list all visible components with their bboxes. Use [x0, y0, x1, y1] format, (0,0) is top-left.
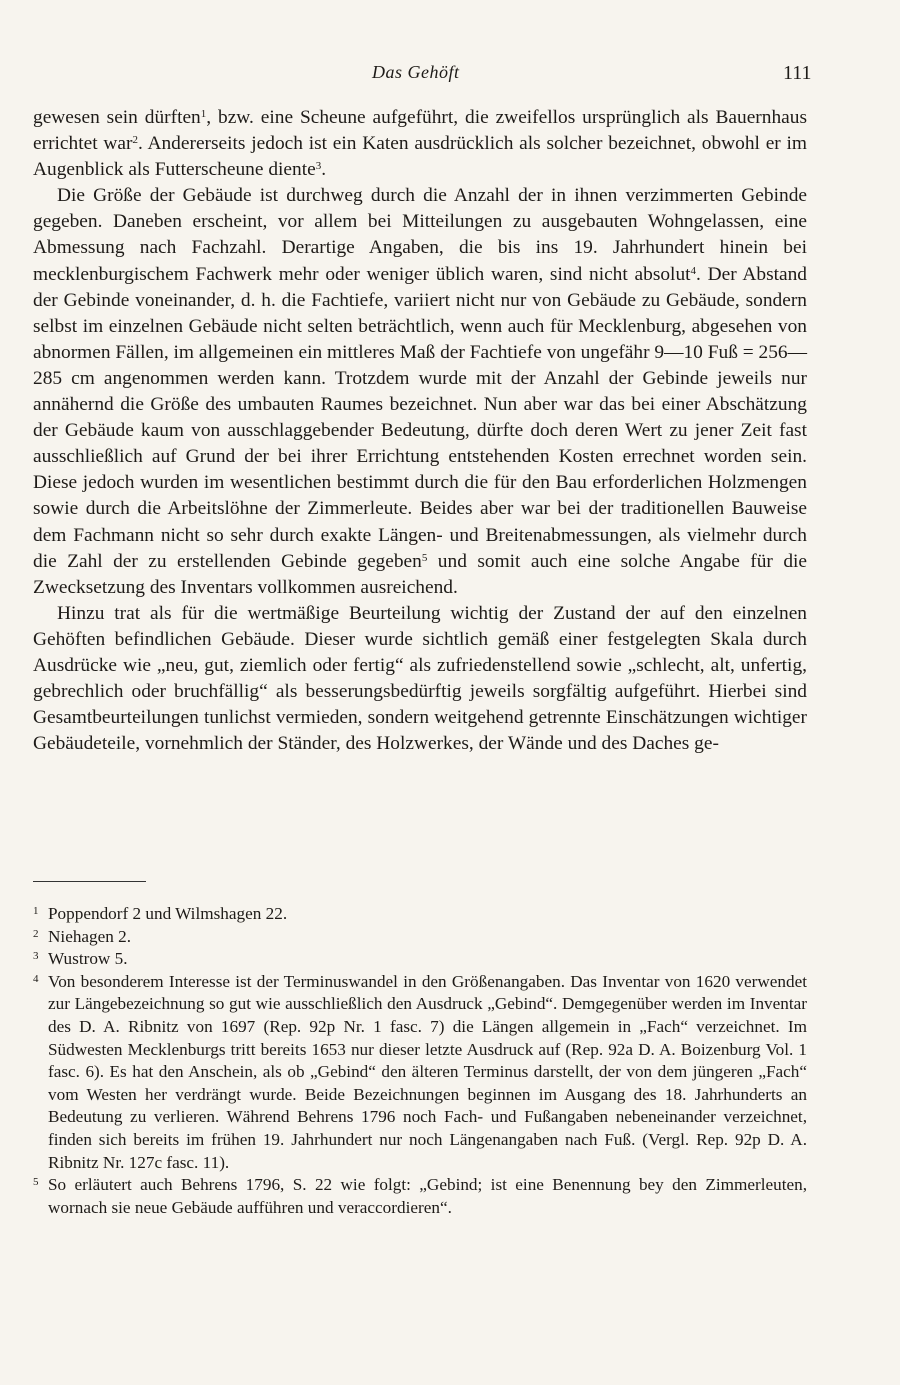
footnote-text: So erläutert auch Behrens 1796, S. 22 wie folgt: „Gebind; ist eine Benennung bey den Zimmerleuten, wornach sie neue Gebäude aufführen und veraccordieren“. [48, 1175, 807, 1217]
text-run: , bzw. eine Scheune aufgeführt, die zweifellos ursprünglich als Bauernhaus errichtet war [33, 107, 808, 155]
page-number: 111 [783, 62, 812, 84]
paragraph [33, 183, 807, 601]
footnote-text: Von besonderem Interesse ist der Terminuswandel in den Größenangaben. Das Inventar von 1620 verwendet zur Längebezeichnung so gut wie ausschließlich den Ausdruck „Gebind“. Demgegenüber werden im Inventar des D. A. Ribnitz von 1697 (Rep. 92p Nr. 1 fasc. 7) die Längen allgemein in „Fach“ verzeichnet. Im Südwesten Mecklenburgs tritt bereits 1653 nur dieser letzte Ausdruck auf (Rep. 92a D. A. Boizenburg Vol. 1 fasc. 6). Es hat den Anschein, als ob „Gebind“ den älteren Terminus darstellt, der von dem jüngeren „Fach“ vom Westen her verdrängt wurde. Beide Bezeichnungen beginnen im Ausgang des 18. Jahrhunderts an Bedeutung zu verlieren. Während Behrens 1796 noch Fach- und Fußangaben nebeneinander verzeichnet, finden sich bereits im frühen 19. Jahrhundert nur noch Längenangaben nach Fuß. (Vergl. Rep. 92p D. A. Ribnitz Nr. 127c fasc. 11). [48, 971, 807, 1172]
footnote [33, 926, 807, 949]
running-head [0, 62, 900, 90]
text-run: . Andererseits jedoch ist ein Katen ausdrücklich als solcher bezeichnet, obwohl er im Augenblick als Futterscheune diente [33, 133, 807, 181]
footnote-number: 3 [33, 950, 39, 963]
footnote-reference: 5 [421, 551, 428, 564]
text-run: . Der Abstand der Gebinde voneinander, d. h. die Fachtiefe, variiert nicht nur von Gebäude zu Gebäude, sondern selbst im einzelnen Gebäude nicht selten beträchtlich, wenn auch für Mecklenburg, abgesehen von abnormen Fällen, im allgemeinen ein mittleres Maß der Fachtiefe von ungefähr 9—10 Fuß = 256—285 cm angenommen werden kann. Trotzdem wurde mit der Anzahl der Gebinde jeweils nur annähernd die Größe des umbauten Raumes bezeichnet. Nun aber war das bei einer Abschätzung der Gebäude kaum von ausschlaggebender Bedeutung, dürfte doch deren Wert zu jener Zeit fast ausschließlich auf Grund der bei ihrer Errichtung entstehenden Kosten errechnet worden sein. Diese jedoch wurden im wesentlichen bestimmt durch die für den Bau erforderlichen Holzmengen sowie durch die Arbeitslöhne der Zimmerleute. Beides aber war bei der traditionellen Bauweise dem Fachmann nicht so sehr durch exakte Längen- und Breitenabmessungen, als vielmehr durch die Zahl der zu erstellenden Gebinde gegeben [33, 263, 808, 572]
footnote-number: 4 [33, 972, 39, 985]
footnote-text: Wustrow 5. [48, 949, 128, 969]
text-run: gewesen sein dürften [33, 107, 201, 128]
footnote-number: 5 [33, 1176, 39, 1189]
paragraph [33, 601, 807, 758]
text-run: und somit auch eine solche Angabe für die Zwecksetzung des Inventars vollkommen ausreichend. [33, 550, 808, 598]
footnote [33, 948, 807, 971]
body-text [33, 105, 807, 757]
text-run: Hinzu trat als für die wertmäßige Beurteilung wichtig der Zustand der auf den einzelnen Gehöften befindlichen Gebäude. Dieser wurde sichtlich gemäß einer festgelegten Skala durch Ausdrücke wie „neu, gut, ziemlich oder fertig“ als zufriedenstellend sowie „schlecht, alt, unfertig, gebrechlich oder bruchfällig“ als besserungsbedürftig jeweils sorgfältig aufgeführt. Hierbei sind Gesamtbeurteilungen tunlichst vermieden, sondern weitgehend getrennte Einschätzungen wichtiger Gebäudeteile, vornehmlich der Ständer, des Holzwerkes, der Wände und des Daches ge- [33, 602, 807, 755]
footnote [33, 1174, 807, 1219]
footnote-reference: 1 [200, 108, 207, 120]
footnote-reference: 3 [315, 160, 322, 173]
footnote-reference: 2 [132, 134, 138, 147]
paragraph [33, 105, 807, 183]
footnote-divider [33, 881, 146, 882]
running-title: Das Gehöft [372, 62, 460, 82]
footnote-number: 1 [33, 905, 39, 917]
text-run: Die Größe der Gebäude ist durchweg durch die Anzahl der in ihnen verzimmerten Gebinde gegeben. Daneben erscheint, vor allem bei Mitteilungen zu ausgebauten Wohngelassen, eine Abmessung nach Fachzahl. Derartige Angaben, die bis ins 19. Jahrhundert hinein bei mecklenburgischem Fachwerk mehr oder weniger üblich waren, sind nicht absolut [33, 185, 807, 285]
text-run: . [321, 159, 327, 181]
footnote [33, 903, 807, 926]
footnote-number: 2 [33, 927, 39, 940]
footnote-reference: 4 [690, 264, 697, 277]
footnote-text: Niehagen 2. [48, 926, 132, 946]
footnote-text: Poppendorf 2 und Wilmshagen 22. [48, 904, 288, 923]
footnotes [33, 903, 807, 1219]
footnote [33, 971, 807, 1174]
